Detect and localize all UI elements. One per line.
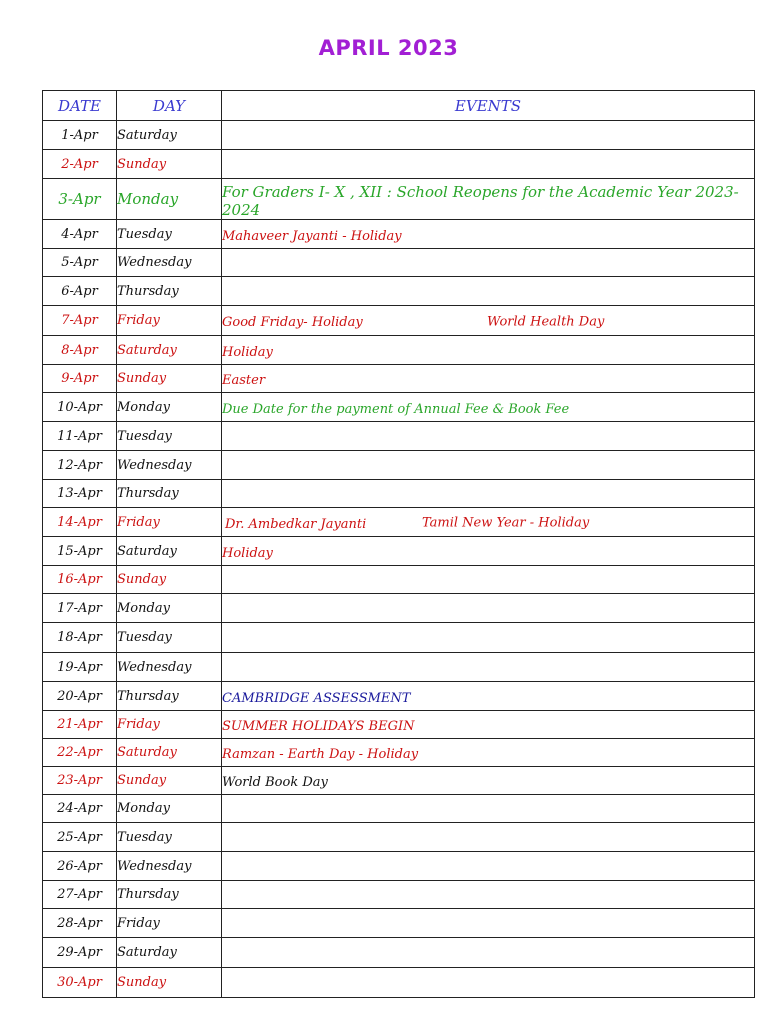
events-cell (222, 336, 755, 365)
day-cell: Saturday (117, 336, 222, 365)
events-cell (222, 881, 755, 909)
table-row (43, 393, 755, 422)
day-cell: Tuesday (117, 823, 222, 852)
table-row (43, 653, 755, 682)
date-cell: 12-Apr (43, 451, 117, 480)
day-cell: Thursday (117, 881, 222, 909)
calendar-table (42, 90, 755, 998)
events-cell (222, 150, 755, 179)
day-cell: Sunday (117, 767, 222, 795)
table-row (43, 909, 755, 938)
table-row (43, 682, 755, 711)
date-cell: 4-Apr (43, 220, 117, 249)
date-cell: 17-Apr (43, 594, 117, 623)
events-cell (222, 451, 755, 480)
table-row (43, 968, 755, 998)
calendar-body (43, 121, 755, 998)
events-cell (222, 537, 755, 566)
events-cell (222, 480, 755, 508)
day-cell: Sunday (117, 566, 222, 594)
event-text: World Health Day (487, 314, 605, 330)
event-text: Due Date for the payment of Annual Fee & Book Fee (222, 401, 570, 417)
table-row (43, 739, 755, 767)
date-cell: 2-Apr (43, 150, 117, 179)
events-cell (222, 823, 755, 852)
day-cell: Saturday (117, 739, 222, 767)
date-cell: 8-Apr (43, 336, 117, 365)
page-title: APRIL 2023 (318, 36, 459, 60)
date-cell: 29-Apr (43, 938, 117, 968)
event-text: Holiday (222, 344, 273, 360)
date-cell: 27-Apr (43, 881, 117, 909)
event-text: Mahaveer Jayanti - Holiday (222, 228, 402, 244)
table-row (43, 623, 755, 653)
date-cell: 10-Apr (43, 393, 117, 422)
date-cell: 16-Apr (43, 566, 117, 594)
events-cell (222, 566, 755, 594)
day-cell: Wednesday (117, 852, 222, 881)
day-cell: Friday (117, 711, 222, 739)
events-cell (222, 767, 755, 795)
day-cell: Sunday (117, 150, 222, 179)
table-row (43, 823, 755, 852)
events-cell (222, 739, 755, 767)
date-cell: 9-Apr (43, 365, 117, 393)
table-row (43, 277, 755, 306)
event-text: Good Friday- Holiday (222, 315, 363, 330)
events-cell (222, 277, 755, 306)
event-text: Easter (222, 373, 266, 388)
event-text: CAMBRIDGE ASSESSMENT (222, 690, 411, 706)
events-cell (222, 249, 755, 277)
table-row (43, 480, 755, 508)
table-row (43, 537, 755, 566)
date-cell: 28-Apr (43, 909, 117, 938)
events-cell (222, 938, 755, 968)
events-cell (222, 179, 755, 220)
table-row (43, 881, 755, 909)
day-cell: Friday (117, 909, 222, 938)
date-cell: 1-Apr (43, 121, 117, 150)
events-cell (222, 365, 755, 393)
table-row (43, 220, 755, 249)
date-cell: 7-Apr (43, 306, 117, 336)
events-cell (222, 623, 755, 653)
date-cell: 14-Apr (43, 508, 117, 537)
table-row (43, 852, 755, 881)
events-cell (222, 795, 755, 823)
events-cell (222, 220, 755, 249)
day-cell: Thursday (117, 682, 222, 711)
date-cell: 20-Apr (43, 682, 117, 711)
date-cell: 13-Apr (43, 480, 117, 508)
table-row (43, 795, 755, 823)
events-cell (222, 594, 755, 623)
day-cell: Wednesday (117, 451, 222, 480)
day-cell: Sunday (117, 968, 222, 998)
events-cell (222, 306, 755, 336)
day-cell: Wednesday (117, 653, 222, 682)
table-row (43, 306, 755, 336)
date-cell: 15-Apr (43, 537, 117, 566)
event-text: Ramzan - Earth Day - Holiday (222, 747, 419, 762)
day-column-header: DAY (117, 91, 222, 121)
table-row (43, 594, 755, 623)
day-cell: Tuesday (117, 220, 222, 249)
events-cell (222, 422, 755, 451)
table-row (43, 451, 755, 480)
date-cell: 18-Apr (43, 623, 117, 653)
date-cell: 26-Apr (43, 852, 117, 881)
table-row (43, 422, 755, 451)
events-cell (222, 508, 755, 537)
table-row (43, 365, 755, 393)
day-cell: Thursday (117, 480, 222, 508)
table-row (43, 711, 755, 739)
date-cell: 6-Apr (43, 277, 117, 306)
date-cell: 11-Apr (43, 422, 117, 451)
event-text: Holiday (222, 545, 273, 561)
day-cell: Monday (117, 393, 222, 422)
events-cell (222, 909, 755, 938)
day-cell: Thursday (117, 277, 222, 306)
table-row (43, 249, 755, 277)
date-cell: 3-Apr (43, 179, 117, 220)
event-text: SUMMER HOLIDAYS BEGIN (222, 719, 415, 734)
table-row (43, 150, 755, 179)
date-column-header: DATE (43, 91, 117, 121)
table-row (43, 336, 755, 365)
date-cell: 23-Apr (43, 767, 117, 795)
event-text: Dr. Ambedkar Jayanti (225, 516, 367, 532)
events-cell (222, 852, 755, 881)
events-cell (222, 653, 755, 682)
date-cell: 19-Apr (43, 653, 117, 682)
date-cell: 5-Apr (43, 249, 117, 277)
table-row (43, 508, 755, 537)
event-text: For Graders I- X , XII : School Reopens for the Academic Year 2023-2024 (222, 183, 739, 219)
table-row (43, 121, 755, 150)
table-row (43, 767, 755, 795)
events-cell (222, 711, 755, 739)
event-text: Tamil New Year - Holiday (422, 515, 590, 531)
events-cell (222, 393, 755, 422)
table-row (43, 179, 755, 220)
day-cell: Friday (117, 306, 222, 336)
header-row (43, 91, 755, 121)
day-cell: Sunday (117, 365, 222, 393)
date-cell: 22-Apr (43, 739, 117, 767)
date-cell: 25-Apr (43, 823, 117, 852)
events-cell (222, 968, 755, 998)
date-cell: 24-Apr (43, 795, 117, 823)
day-cell: Saturday (117, 537, 222, 566)
day-cell: Tuesday (117, 422, 222, 451)
event-text: World Book Day (222, 775, 328, 790)
table-row (43, 938, 755, 968)
date-cell: 30-Apr (43, 968, 117, 998)
table-row (43, 566, 755, 594)
events-column-header: EVENTS (222, 91, 755, 121)
day-cell: Friday (117, 508, 222, 537)
date-cell: 21-Apr (43, 711, 117, 739)
day-cell: Monday (117, 179, 222, 220)
events-cell (222, 121, 755, 150)
day-cell: Saturday (117, 938, 222, 968)
day-cell: Tuesday (117, 623, 222, 653)
day-cell: Monday (117, 795, 222, 823)
events-cell (222, 682, 755, 711)
day-cell: Saturday (117, 121, 222, 150)
day-cell: Monday (117, 594, 222, 623)
day-cell: Wednesday (117, 249, 222, 277)
